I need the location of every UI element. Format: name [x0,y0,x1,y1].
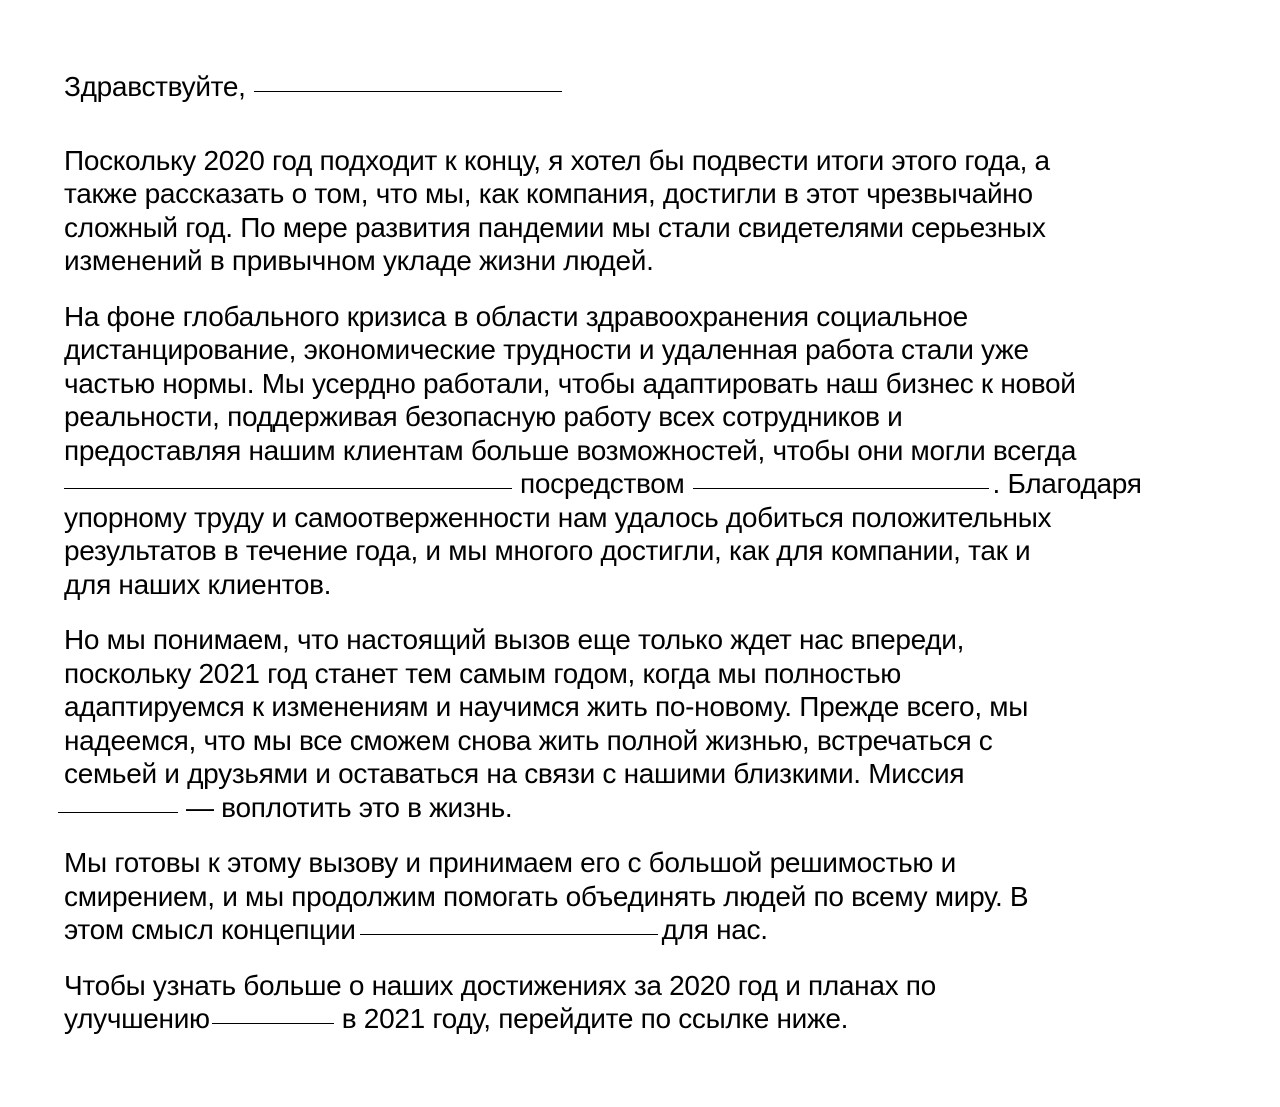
mission-text: — воплотить это в жизнь. [186,791,513,823]
platform-blank[interactable] [693,464,989,489]
paragraph-line: дистанцирование, экономические трудности и удаленная работа стали уже [64,334,1029,365]
stay-connected-blank[interactable] [64,464,512,489]
paragraph-line: также рассказать о том, что мы, как компания, достигли в этот чрезвычайно [64,178,1033,209]
paragraph-line: Мы готовы к этому вызову и принимаем его с большой решимостью и [64,847,956,878]
recipient-name-blank[interactable] [254,67,562,92]
concept-start-text: этом смысл концепции [64,914,356,945]
paragraph-1 [64,144,1204,278]
paragraph-line: поскольку 2021 год станет тем самым годом, когда мы полностью [64,657,901,689]
letter-body [64,70,1204,1036]
paragraph-line: адаптируемся к изменениям и научимся жить по-новому. Прежде всего, мы [64,691,1029,722]
paragraph-line: предоставляя нашим клиентам больше возможностей, чтобы они могли всегда [64,434,1077,466]
paragraph-line: частью нормы. Мы усердно работали, чтобы адаптировать наш бизнес к новой [64,367,1076,399]
improve-line [64,1002,1204,1036]
improve-end-text: в 2021 году, перейдите по ссылке ниже. [341,1003,849,1034]
concept-end-text: для нас. [661,914,768,945]
paragraph-line: семьей и друзьями и оставаться на связи с нашими близкими. Миссия [64,758,965,789]
company-name-blank[interactable] [58,788,178,813]
paragraph-line: сложный год. По мере развития пандемии мы стали свидетелями серьезных [64,211,1046,243]
paragraph-line: На фоне глобального кризиса в области здравоохранения социальное [64,300,968,332]
paragraph-3 [64,623,1204,824]
paragraph-line: Поскольку 2020 год подходит к концу, я хотел бы подвести итоги этого года, а [64,144,1050,176]
paragraph-2 [64,300,1204,602]
means-text: посредством [520,468,685,499]
mission-line [64,791,1204,825]
paragraph-line: упорному труду и самоотверженности нам удалось добиться положительных [64,501,1052,533]
paragraph-4 [64,846,1204,947]
concept-blank[interactable] [360,910,658,935]
improve-start-text: улучшению [64,1003,210,1034]
improvement-blank[interactable] [212,999,334,1024]
paragraph-line: смирением, и мы продолжим помогать объединять людей по всему миру. В [64,880,1029,912]
fill-in-line [64,467,1204,501]
paragraph-line: для наших клиентов. [64,568,332,600]
concept-line [64,913,1204,947]
greeting-line [64,70,1204,104]
greeting-text: Здравствуйте, [64,71,246,102]
paragraph-line: Чтобы узнать больше о наших достижениях за 2020 год и планах по [64,969,936,1001]
paragraph-5 [64,969,1204,1036]
paragraph-line: результатов в течение года, и мы многого достигли, как для компании, так и [64,535,1031,566]
paragraph-line: надеемся, что мы все сможем снова жить полной жизнью, встречаться с [64,724,993,756]
paragraph-line: Но мы понимаем, что настоящий вызов еще только ждет нас впереди, [64,624,965,655]
paragraph-line: изменений в привычном укладе жизни людей. [64,245,654,276]
paragraph-line: реальности, поддерживая безопасную работу всех сотрудников и [64,401,903,432]
thanks-text: . Благодаря [992,468,1142,499]
